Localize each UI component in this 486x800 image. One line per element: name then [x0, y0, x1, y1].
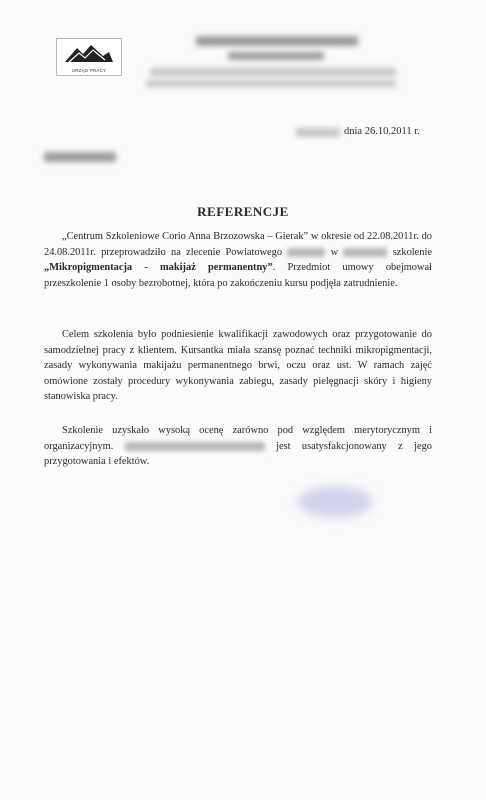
- redacted-header-line: [228, 52, 324, 60]
- redacted-city: [296, 128, 340, 137]
- redacted-reference: [44, 152, 116, 162]
- redacted-header-line: [150, 68, 396, 76]
- office-logo: [56, 38, 122, 76]
- logo-text: URZĄD PRACY: [71, 68, 107, 73]
- paragraph-1-text: szkolenie: [392, 246, 432, 258]
- paragraph-1-text: w: [330, 246, 339, 258]
- paragraph-2: Celem szkolenia było podniesienie kwalifikacji zawodowych oraz przygotowanie do samodzielnej pracy z klientem. Kursantka miała szansę poznać techniki mikropigmentacji, zasady wykonywania makijażu permanentnego brwi, oczu oraz ust. W ramach zajęć omówione zostały procedury wykonywania zabiegu, zasady pielęgnacji skóry i higieny stanowiska pracy.: [44, 329, 432, 403]
- paragraph-3-text: jest usatysfakcjonowany z jego przygotowania i efektów.: [44, 440, 432, 468]
- course-name: „Mikropigmentacja - makijaż permanentny”: [44, 262, 273, 274]
- paragraph-1-text: „Centrum Szkoleniowe Corio Anna Brzozowska – Gierak” w okresie od 22.08.2011r. do 24.08.2011r. przeprowadziło na zlecenie Powiatowego: [44, 231, 432, 258]
- redacted-text: [125, 442, 265, 451]
- mountains-icon: [63, 42, 115, 64]
- redacted-header-line: [146, 80, 396, 87]
- signature-stamp: [292, 480, 378, 524]
- redacted-header-line: [196, 36, 358, 46]
- redacted-text: [287, 248, 325, 257]
- paragraph-1: [44, 229, 432, 291]
- document-title: REFERENCJE: [197, 204, 289, 219]
- redacted-text: [343, 248, 387, 257]
- paragraph-3-text: Szkolenie uzyskało wysoką ocenę zarówno pod względem merytorycznym i organizacyjnym.: [44, 425, 432, 452]
- paragraph-1-text: . Przedmiot umowy obejmował przeszkolenie 1 osoby bezrobotnej, która po zakończeniu kursu podjęła zatrudnienie.: [44, 262, 432, 289]
- document-date: dnia 26.10.2011 r.: [344, 126, 420, 137]
- paragraph-3: [44, 423, 432, 470]
